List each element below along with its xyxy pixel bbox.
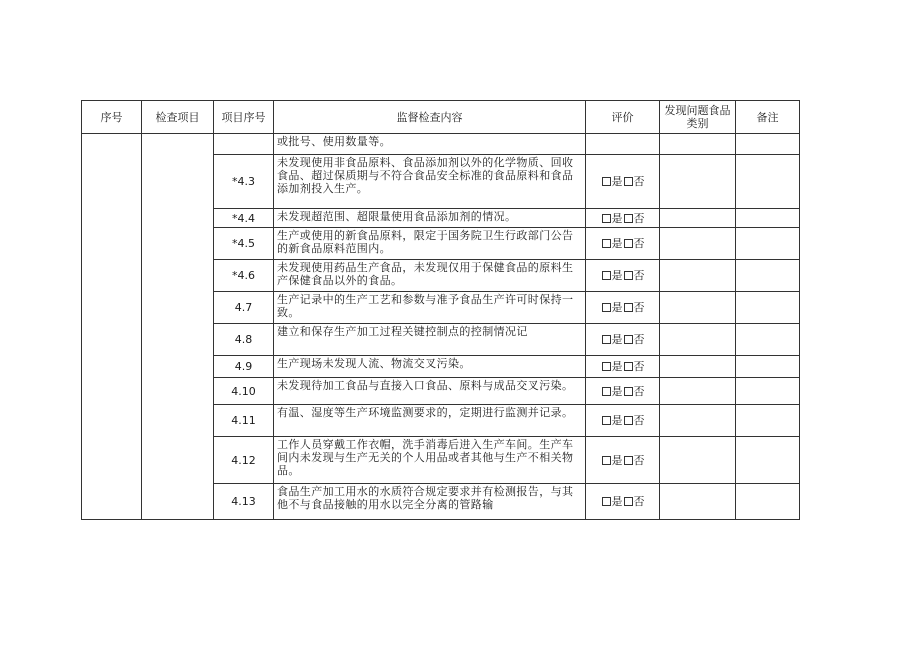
no-label: 否 xyxy=(633,495,645,508)
problem-category-cell[interactable] xyxy=(660,134,736,155)
no-checkbox[interactable] xyxy=(624,335,633,344)
remarks-cell[interactable] xyxy=(736,228,800,260)
item-no-cell xyxy=(214,134,274,155)
no-label: 否 xyxy=(633,211,645,225)
no-checkbox[interactable] xyxy=(624,271,633,280)
yes-label: 是 xyxy=(611,384,623,398)
yes-label: 是 xyxy=(611,175,623,188)
no-checkbox[interactable] xyxy=(624,239,633,248)
remarks-cell[interactable] xyxy=(736,378,800,405)
problem-category-cell[interactable] xyxy=(660,260,736,292)
no-checkbox[interactable] xyxy=(624,497,633,506)
problem-category-cell[interactable] xyxy=(660,292,736,324)
yes-checkbox[interactable] xyxy=(602,303,611,312)
yes-checkbox[interactable] xyxy=(602,387,611,396)
problem-category-cell[interactable] xyxy=(660,228,736,260)
remarks-cell[interactable] xyxy=(736,405,800,437)
yes-checkbox[interactable] xyxy=(602,497,611,506)
no-checkbox[interactable] xyxy=(624,416,633,425)
header-problem-category: 发现问题食品类别 xyxy=(660,101,736,134)
item-no-cell: *4.4 xyxy=(214,209,274,228)
yes-label: 是 xyxy=(611,453,623,467)
evaluation-cell xyxy=(586,378,660,405)
yes-label: 是 xyxy=(611,301,623,314)
no-label: 否 xyxy=(633,360,645,373)
yes-label: 是 xyxy=(611,360,623,373)
item-no-cell: *4.6 xyxy=(214,260,274,292)
yes-checkbox[interactable] xyxy=(602,456,611,465)
no-label: 否 xyxy=(633,269,645,282)
remarks-cell[interactable] xyxy=(736,155,800,209)
header-check-item: 检查项目 xyxy=(142,101,214,134)
remarks-cell[interactable] xyxy=(736,484,800,520)
remarks-cell[interactable] xyxy=(736,134,800,155)
problem-category-cell[interactable] xyxy=(660,378,736,405)
no-label: 否 xyxy=(633,384,645,398)
evaluation-cell xyxy=(586,437,660,484)
problem-category-cell[interactable] xyxy=(660,484,736,520)
item-no-cell: 4.12 xyxy=(214,437,274,484)
content-cell: 未发现使用非食品原料、食品添加剂以外的化学物质、回收食品、超过保质期与不符合食品安全标准的食品原料和食品添加剂投入生产。 xyxy=(274,155,586,209)
no-label: 否 xyxy=(633,333,645,346)
yes-checkbox[interactable] xyxy=(602,177,611,186)
header-evaluation: 评价 xyxy=(586,101,660,134)
no-label: 否 xyxy=(633,237,645,250)
content-cell: 建立和保存生产加工过程关键控制点的控制情况记 xyxy=(274,324,586,356)
yes-label: 是 xyxy=(611,414,623,427)
no-checkbox[interactable] xyxy=(624,456,633,465)
item-no-cell: 4.13 xyxy=(214,484,274,520)
evaluation-cell xyxy=(586,484,660,520)
evaluation-cell xyxy=(586,292,660,324)
header-item-no: 项目序号 xyxy=(214,101,274,134)
table-row xyxy=(82,134,800,155)
content-cell: 或批号、使用数量等。 xyxy=(274,134,586,155)
no-checkbox[interactable] xyxy=(624,214,633,223)
content-cell: 未发现使用药品生产食品，未发现仅用于保健食品的原料生产保健食品以外的食品。 xyxy=(274,260,586,292)
header-remarks: 备注 xyxy=(736,101,800,134)
evaluation-cell xyxy=(586,356,660,378)
yes-checkbox[interactable] xyxy=(602,214,611,223)
table-header-row xyxy=(82,101,800,134)
evaluation-cell xyxy=(586,405,660,437)
problem-category-cell[interactable] xyxy=(660,209,736,228)
problem-category-cell[interactable] xyxy=(660,324,736,356)
problem-category-cell[interactable] xyxy=(660,356,736,378)
remarks-cell[interactable] xyxy=(736,260,800,292)
evaluation-cell xyxy=(586,324,660,356)
evaluation-cell xyxy=(586,228,660,260)
inspection-table xyxy=(81,100,800,520)
no-checkbox[interactable] xyxy=(624,387,633,396)
evaluation-cell xyxy=(586,134,660,155)
content-cell: 生产或使用的新食品原料，限定于国务院卫生行政部门公告的新食品原料范围内。 xyxy=(274,228,586,260)
yes-label: 是 xyxy=(611,495,623,508)
item-no-cell: 4.8 xyxy=(214,324,274,356)
content-cell: 生产记录中的生产工艺和参数与准予食品生产许可时保持一致。 xyxy=(274,292,586,324)
header-serial-no: 序号 xyxy=(82,101,142,134)
no-checkbox[interactable] xyxy=(624,303,633,312)
problem-category-cell[interactable] xyxy=(660,437,736,484)
content-cell: 有温、湿度等生产环境监测要求的，定期进行监测并记录。 xyxy=(274,405,586,437)
yes-label: 是 xyxy=(611,333,623,346)
item-no-cell: *4.3 xyxy=(214,155,274,209)
yes-checkbox[interactable] xyxy=(602,416,611,425)
remarks-cell[interactable] xyxy=(736,437,800,484)
evaluation-cell xyxy=(586,209,660,228)
no-label: 否 xyxy=(633,301,645,314)
yes-label: 是 xyxy=(611,237,623,250)
remarks-cell[interactable] xyxy=(736,292,800,324)
item-no-cell: 4.7 xyxy=(214,292,274,324)
check-item-cell xyxy=(142,134,214,520)
yes-checkbox[interactable] xyxy=(602,271,611,280)
item-no-cell: 4.11 xyxy=(214,405,274,437)
problem-category-cell[interactable] xyxy=(660,405,736,437)
item-no-cell: 4.9 xyxy=(214,356,274,378)
yes-checkbox[interactable] xyxy=(602,362,611,371)
no-label: 否 xyxy=(633,175,645,188)
remarks-cell[interactable] xyxy=(736,209,800,228)
problem-category-cell[interactable] xyxy=(660,155,736,209)
item-no-cell: 4.10 xyxy=(214,378,274,405)
content-cell: 未发现超范围、超限量使用食品添加剂的情况。 xyxy=(274,209,586,228)
content-cell: 未发现待加工食品与直接入口食品、原料与成品交叉污染。 xyxy=(274,378,586,405)
content-cell: 工作人员穿戴工作衣帽，洗手消毒后进入生产车间。生产车间内未发现与生产无关的个人用品或者其他与生产不相关物品。 xyxy=(274,437,586,484)
yes-label: 是 xyxy=(611,211,623,225)
no-label: 否 xyxy=(633,414,645,427)
remarks-cell[interactable] xyxy=(736,356,800,378)
no-label: 否 xyxy=(633,453,645,467)
remarks-cell[interactable] xyxy=(736,324,800,356)
evaluation-cell xyxy=(586,155,660,209)
yes-checkbox[interactable] xyxy=(602,335,611,344)
yes-label: 是 xyxy=(611,269,623,282)
item-no-cell: *4.5 xyxy=(214,228,274,260)
header-content: 监督检查内容 xyxy=(274,101,586,134)
yes-checkbox[interactable] xyxy=(602,239,611,248)
no-checkbox[interactable] xyxy=(624,362,633,371)
serial-no-cell xyxy=(82,134,142,520)
content-cell: 生产现场未发现人流、物流交叉污染。 xyxy=(274,356,586,378)
evaluation-cell xyxy=(586,260,660,292)
no-checkbox[interactable] xyxy=(624,177,633,186)
content-cell: 食品生产加工用水的水质符合规定要求并有检测报告，与其他不与食品接触的用水以完全分离的管路输 xyxy=(274,484,586,520)
